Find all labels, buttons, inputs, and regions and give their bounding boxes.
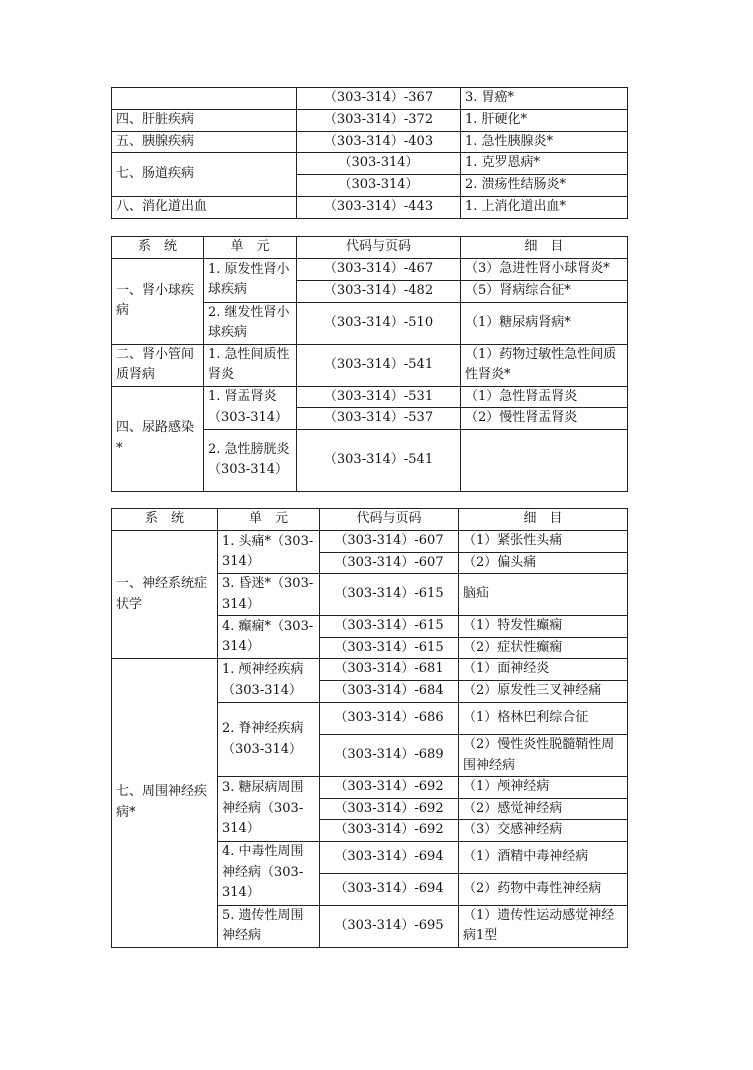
kidney-table <box>111 236 628 492</box>
system-cell: 一、肾小球疾病 <box>112 259 204 345</box>
code-cell: （303-314）-692 <box>320 777 459 799</box>
code-cell: （303-314）-692 <box>320 798 459 820</box>
unit-cell: 2. 继发性肾小球疾病 <box>204 302 297 344</box>
code-cell: （303-314）-689 <box>320 735 459 777</box>
unit-cell: 1. 头痛*（303-314） <box>218 531 320 574</box>
table-row <box>112 88 628 110</box>
detail-cell: （1）特发性癫痫 <box>459 616 628 638</box>
header-detail: 细 目 <box>461 237 628 259</box>
detail-cell: （2）药物中毒性神经病 <box>459 873 628 905</box>
detail-cell: （1）糖尿病肾病* <box>461 302 628 344</box>
system-cell: 四、肝脏疾病 <box>112 110 297 132</box>
code-cell: （303-314）-694 <box>320 873 459 905</box>
detail-cell: （2）慢性炎性脱髓鞘性周围神经病 <box>459 735 628 777</box>
code-cell: （303-314）-443 <box>297 197 461 219</box>
detail-cell: （1）遗传性运动感觉神经病1型 <box>459 905 628 947</box>
system-cell: 五、胰腺疾病 <box>112 131 297 153</box>
unit-cell: 3. 昏迷*（303-314） <box>218 574 320 616</box>
code-cell: （303-314）-684 <box>320 681 459 703</box>
code-cell: （303-314）-467 <box>297 259 461 281</box>
code-cell: （303-314）-541 <box>297 429 461 491</box>
header-code: 代码与页码 <box>320 509 459 531</box>
unit-cell: 4. 中毒性周围神经病（303-314） <box>218 841 320 905</box>
code-cell: （303-314）-482 <box>297 281 461 303</box>
detail-cell: 1. 急性胰腺炎* <box>461 131 628 153</box>
system-cell: 二、肾小管间质肾病 <box>112 344 204 386</box>
detail-cell: （3）急进性肾小球肾炎* <box>461 259 628 281</box>
table-row <box>112 344 628 386</box>
detail-cell: （1）药物过敏性急性间质性肾炎* <box>461 344 628 386</box>
unit-cell: 2. 脊神经疾病（303-314） <box>218 703 320 777</box>
system-cell: 七、周围神经疾病* <box>112 659 218 948</box>
detail-cell: （1）面神经炎 <box>459 659 628 681</box>
table-row <box>112 131 628 153</box>
table-header-row <box>112 509 628 531</box>
code-cell: （303-314）-537 <box>297 408 461 430</box>
detail-cell: 3. 胃癌* <box>461 88 628 110</box>
code-cell: （303-314）-403 <box>297 131 461 153</box>
detail-cell: 1. 上消化道出血* <box>461 197 628 219</box>
table-row <box>112 110 628 132</box>
detail-cell: 2. 溃疡性结肠炎* <box>461 175 628 197</box>
code-cell: （303-314）-692 <box>320 820 459 842</box>
code-cell: （303-314）-367 <box>297 88 461 110</box>
system-cell: 一、神经系统症状学 <box>112 531 218 659</box>
unit-cell: 1. 颅神经疾病（303-314） <box>218 659 320 703</box>
code-cell: （303-314）-541 <box>297 344 461 386</box>
unit-cell: 1. 肾盂肾炎（303-314） <box>204 386 297 429</box>
unit-cell: 1. 急性间质性肾炎 <box>204 344 297 386</box>
code-cell: （303-314）-615 <box>320 637 459 659</box>
unit-cell: 1. 原发性肾小球疾病 <box>204 259 297 303</box>
detail-cell: （1）酒精中毒神经病 <box>459 841 628 873</box>
table-row <box>112 386 628 408</box>
code-cell: （303-314）-694 <box>320 841 459 873</box>
header-system: 系 统 <box>112 237 204 259</box>
table-row <box>112 659 628 681</box>
table-row <box>112 153 628 175</box>
code-cell: （303-314） <box>297 175 461 197</box>
detail-cell: （1）格林巴利综合征 <box>459 703 628 735</box>
code-cell: （303-314）-681 <box>320 659 459 681</box>
system-cell: 四、尿路感染* <box>112 386 204 491</box>
detail-cell <box>461 429 628 491</box>
detail-cell: （2）偏头痛 <box>459 552 628 574</box>
code-cell: （303-314）-615 <box>320 574 459 616</box>
detail-cell: 1. 肝硬化* <box>461 110 628 132</box>
code-cell: （303-314）-607 <box>320 531 459 553</box>
detail-cell: （1）急性肾盂肾炎 <box>461 386 628 408</box>
detail-cell: （2）感觉神经病 <box>459 798 628 820</box>
unit-cell: 5. 遗传性周围神经病 <box>218 905 320 947</box>
detail-cell: （2）原发性三叉神经痛 <box>459 681 628 703</box>
system-cell <box>112 88 297 110</box>
detail-cell: （3）交感神经病 <box>459 820 628 842</box>
detail-cell: 脑疝 <box>459 574 628 616</box>
code-cell: （303-314）-372 <box>297 110 461 132</box>
detail-cell: （2）慢性肾盂肾炎 <box>461 408 628 430</box>
detail-cell: （1）紧张性头痛 <box>459 531 628 553</box>
neurology-table <box>111 508 628 948</box>
code-cell: （303-314）-607 <box>320 552 459 574</box>
code-cell: （303-314）-531 <box>297 386 461 408</box>
detail-cell: （5）肾病综合征* <box>461 281 628 303</box>
table-row <box>112 259 628 281</box>
unit-cell: 2. 急性膀胱炎（303-314） <box>204 429 297 491</box>
header-unit: 单 元 <box>204 237 297 259</box>
system-cell: 七、肠道疾病 <box>112 153 297 197</box>
digestive-table <box>111 87 628 219</box>
table-row <box>112 197 628 219</box>
detail-cell: 1. 克罗恩病* <box>461 153 628 175</box>
code-cell: （303-314） <box>297 153 461 175</box>
header-code: 代码与页码 <box>297 237 461 259</box>
code-cell: （303-314）-615 <box>320 616 459 638</box>
unit-cell: 3. 糖尿病周围神经病（303-314） <box>218 777 320 842</box>
detail-cell: （2）症状性癫痫 <box>459 637 628 659</box>
header-system: 系 统 <box>112 509 218 531</box>
header-unit: 单 元 <box>218 509 320 531</box>
code-cell: （303-314）-510 <box>297 302 461 344</box>
table-row <box>112 531 628 553</box>
unit-cell: 4. 癫痫*（303-314） <box>218 616 320 659</box>
code-cell: （303-314）-686 <box>320 703 459 735</box>
detail-cell: （1）颅神经病 <box>459 777 628 799</box>
header-detail: 细 目 <box>459 509 628 531</box>
table-header-row <box>112 237 628 259</box>
code-cell: （303-314）-695 <box>320 905 459 947</box>
system-cell: 八、消化道出血 <box>112 197 297 219</box>
